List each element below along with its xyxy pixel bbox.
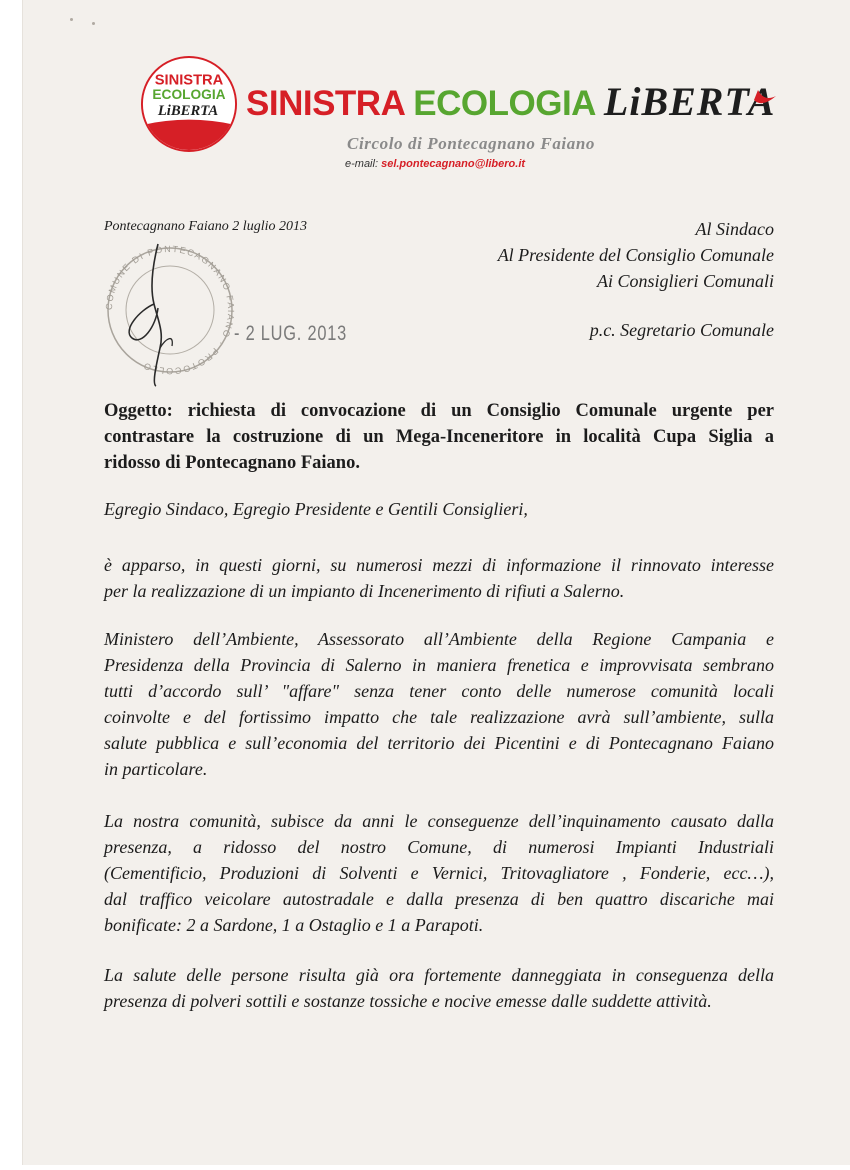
paragraph-line: presenza di polveri sottili e sostanze tossiche e nocive emesse dalle suddette attività. bbox=[104, 991, 712, 1011]
salutation: Egregio Sindaco, Egregio Presidente e Gentili Consiglieri, bbox=[104, 499, 528, 519]
subject-line: contrastare la costruzione di un Mega-Inceneritore in località Cupa Siglia a bbox=[104, 427, 774, 447]
paragraph-4 bbox=[104, 962, 774, 1014]
paragraph-line: presenza, a ridosso del nostro Comune, di numerosi Impianti Industriali bbox=[104, 837, 774, 857]
scan-speck bbox=[92, 22, 95, 25]
brand-title bbox=[246, 78, 775, 125]
paragraph-line: (Cementificio, Produzioni di Solventi e Vernici, Tritovagliatore , Fonderie, ecc…), bbox=[104, 863, 774, 883]
paragraph-line: tutti d’accordo sull’ "affare" senza tener conto delle numerose comunità locali bbox=[104, 681, 774, 701]
paragraph-1 bbox=[104, 552, 774, 604]
paragraph-line: coinvolte e del fortissimo impatto che tale realizzazione avrà sull’ambiente, sulla bbox=[104, 707, 774, 727]
subject-line: ridosso di Pontecagnano Faiano. bbox=[104, 453, 360, 473]
scan-speck bbox=[70, 18, 73, 21]
email-line bbox=[345, 158, 525, 170]
paragraph-line: La nostra comunità, subisce da anni le conseguenze dell’inquinamento causato dalla bbox=[104, 811, 774, 831]
brand-ecologia: ECOLOGIA bbox=[413, 84, 595, 123]
subject-line: Oggetto: richiesta di convocazione di un Consiglio Comunale urgente per bbox=[104, 401, 774, 421]
recipient-line: Al Presidente del Consiglio Comunale bbox=[497, 245, 774, 265]
email-label: e-mail: bbox=[345, 158, 379, 170]
svg-text:COMUNE DI PONTECAGNANO FAIANO: COMUNE DI PONTECAGNANO FAIANO · PROTOCOLLO bbox=[103, 243, 237, 377]
paragraph-3 bbox=[104, 808, 774, 938]
recipient-line: Al Sindaco bbox=[695, 219, 774, 239]
paragraph-line: dal traffico veicolare autostradale e dalla presenza di ben quattro discariche mai bbox=[104, 889, 774, 909]
circolo-subtitle: Circolo di Pontecagnano Faiano bbox=[347, 134, 595, 153]
paragraph-line: bonificate: 2 a Sardone, 1 a Ostaglio e 1 a Parapoti. bbox=[104, 915, 484, 935]
paragraph-line: in particolare. bbox=[104, 759, 208, 779]
protocol-stamp bbox=[92, 238, 252, 388]
paragraph-line: salute pubblica e sull’economia del territorio dei Picentini e di Pontecagnano Faiano bbox=[104, 733, 774, 753]
email-address[interactable]: sel.pontecagnano@libero.it bbox=[381, 158, 526, 170]
paragraph-line: Ministero dell’Ambiente, Assessorato all’Ambiente della Regione Campania e bbox=[104, 629, 774, 649]
svg-text:LiBERTA: LiBERTA bbox=[157, 102, 219, 119]
paragraph-line: La salute delle persone risulta già ora fortemente danneggiata in conseguenza della bbox=[104, 965, 774, 985]
party-logo bbox=[140, 55, 238, 153]
recipients-block bbox=[498, 216, 774, 294]
paragraph-line: Presidenza della Provincia di Salerno in maniera frenetica e improvvisata sembrano bbox=[104, 655, 774, 675]
stamp-date: - 2 LUG. 2013 bbox=[234, 322, 348, 345]
brand-liberta: LiBERTA bbox=[603, 79, 776, 124]
cc-line: p.c. Segretario Comunale bbox=[589, 320, 774, 340]
brand-swoosh-icon bbox=[752, 86, 778, 108]
paragraph-line: è apparso, in questi giorni, su numerosi mezzi di informazione il rinnovato interesse bbox=[104, 555, 774, 575]
svg-text:SINISTRA: SINISTRA bbox=[154, 72, 224, 89]
paragraph-line: per la realizzazione di un impianto di Incenerimento di rifiuti a Salerno. bbox=[104, 581, 625, 601]
subject bbox=[104, 398, 774, 476]
brand-sinistra: SINISTRA bbox=[246, 84, 405, 123]
dateline: Pontecagnano Faiano 2 luglio 2013 bbox=[104, 219, 307, 234]
paragraph-2 bbox=[104, 626, 774, 782]
recipient-line: Ai Consiglieri Comunali bbox=[596, 271, 774, 291]
svg-text:ECOLOGIA: ECOLOGIA bbox=[152, 87, 226, 103]
